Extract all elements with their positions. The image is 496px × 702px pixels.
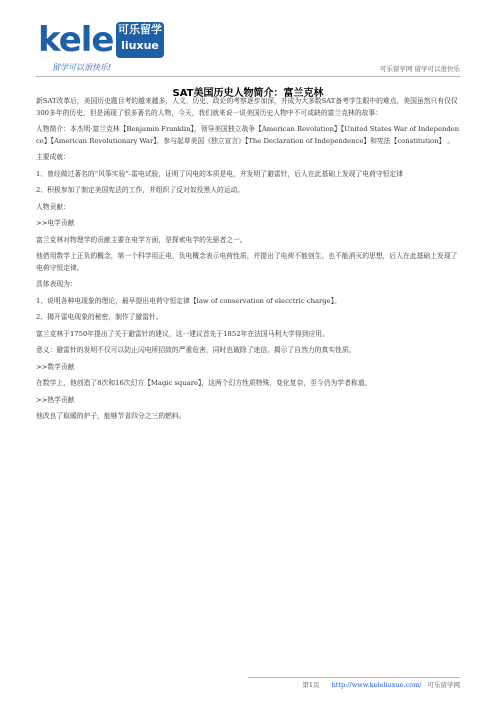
paragraph-math: 在数学上，他创造了8次和16次幻方【Magic square】，这两个幻方性质特殊，变化复杂，至今仍为学者称道。 <box>36 379 372 387</box>
logo-wordmark: kele <box>38 20 114 60</box>
page-footer <box>302 680 460 689</box>
page-number: 第1页 <box>302 681 320 689</box>
heading-contributions: 人物贡献： <box>36 202 70 211</box>
document-body <box>36 96 460 428</box>
page-header <box>0 0 496 80</box>
paragraph-lightning-rod: 富兰克林于1750年提出了关于避雷针的建议，这一建议首先于1852年在法国马利大学得到应用。 <box>36 329 329 338</box>
footer-site-name: 可乐留学网 <box>427 681 460 689</box>
heading-details: 具体表现为： <box>36 280 77 288</box>
paragraph-achievement-2: 2、积极参加了制定美国宪法的工作，并组织了反对奴役黑人的运动。 <box>36 186 245 194</box>
subheading-electricity: >>电学贡献 <box>36 219 75 227</box>
paragraph-achievement-1: 1、曾经做过著名的“风筝实验”-雷电试验，证明了闪电的本质是电，并发明了避雷针，后人在此基础上发现了电荷守恒定律 <box>36 169 404 178</box>
paragraph-profile: 人物简介：本杰明·富兰克林【Benjamin Franklin】，领导美国独立战争【American Revolution】【United States War of Independence】【American Revolutionary War】，参与起草美国《独立宣言》【The Declaration of Independence】和宪法【constitution】 。 <box>36 125 460 145</box>
subheading-math: >>数学贡献 <box>36 362 75 371</box>
footer-url-link[interactable]: http://www.keleliuxue.com/ <box>331 681 422 689</box>
logo-badge-en: liuxue <box>121 39 159 52</box>
logo-badge <box>116 22 164 58</box>
paragraph-detail-1: 1、说明各种电现象的理论，最早提出电荷守恒定律【law of conservation of elecctric charge】。 <box>36 296 341 305</box>
paragraph-heat: 他改良了取暖的炉子，能够节省四分之三的燃料。 <box>36 412 186 420</box>
heading-achievements: 主要成就： <box>36 153 70 161</box>
paragraph-charge-concept: 他借用数学上正负的概念，第一个科学用正电、负电概念表示电荷性质，并提出了电荷不能创生、也不能消灭的思想，后人在此基础上发现了电荷守恒定律。 <box>36 252 458 272</box>
logo-slogan: 留学可以很快乐! <box>52 63 112 72</box>
paragraph-significance: 意义：避雷针的发明不仅可以防止闪电所招致的严重危害，同时也破除了迷信，揭示了自然力的真实性质。 <box>36 346 356 354</box>
logo-badge-cn: 可乐留学 <box>118 23 162 36</box>
header-divider <box>36 76 460 77</box>
paragraph-intro: 新SAT改革后，美国历史题目考的越来越多，人文、历史、政论的考察逐步加深，并成为大多数SAT备考学生眼中的难点，美国虽然只有仅仅300多年的历史，但是涌现了很多著名的人物，今天，我们就来说一说美国历史人物中不可或缺的富兰克林的故事： <box>36 97 458 117</box>
document-title: SAT美国历史人物简介：富兰克林 <box>172 88 324 99</box>
kele-liuxue-logo[interactable] <box>38 20 228 72</box>
paragraph-electricity: 富兰克林对物理学的贡献主要在电学方面，是探索电学的先驱者之一。 <box>36 235 247 244</box>
subheading-heat: >>热学贡献 <box>36 395 75 404</box>
footer-divider <box>248 677 460 678</box>
header-site-tagline: 可乐留学网 留学可以很快乐 <box>379 65 460 73</box>
paragraph-detail-2: 2、揭开雷电现象的秘密，制作了避雷针。 <box>36 313 163 321</box>
